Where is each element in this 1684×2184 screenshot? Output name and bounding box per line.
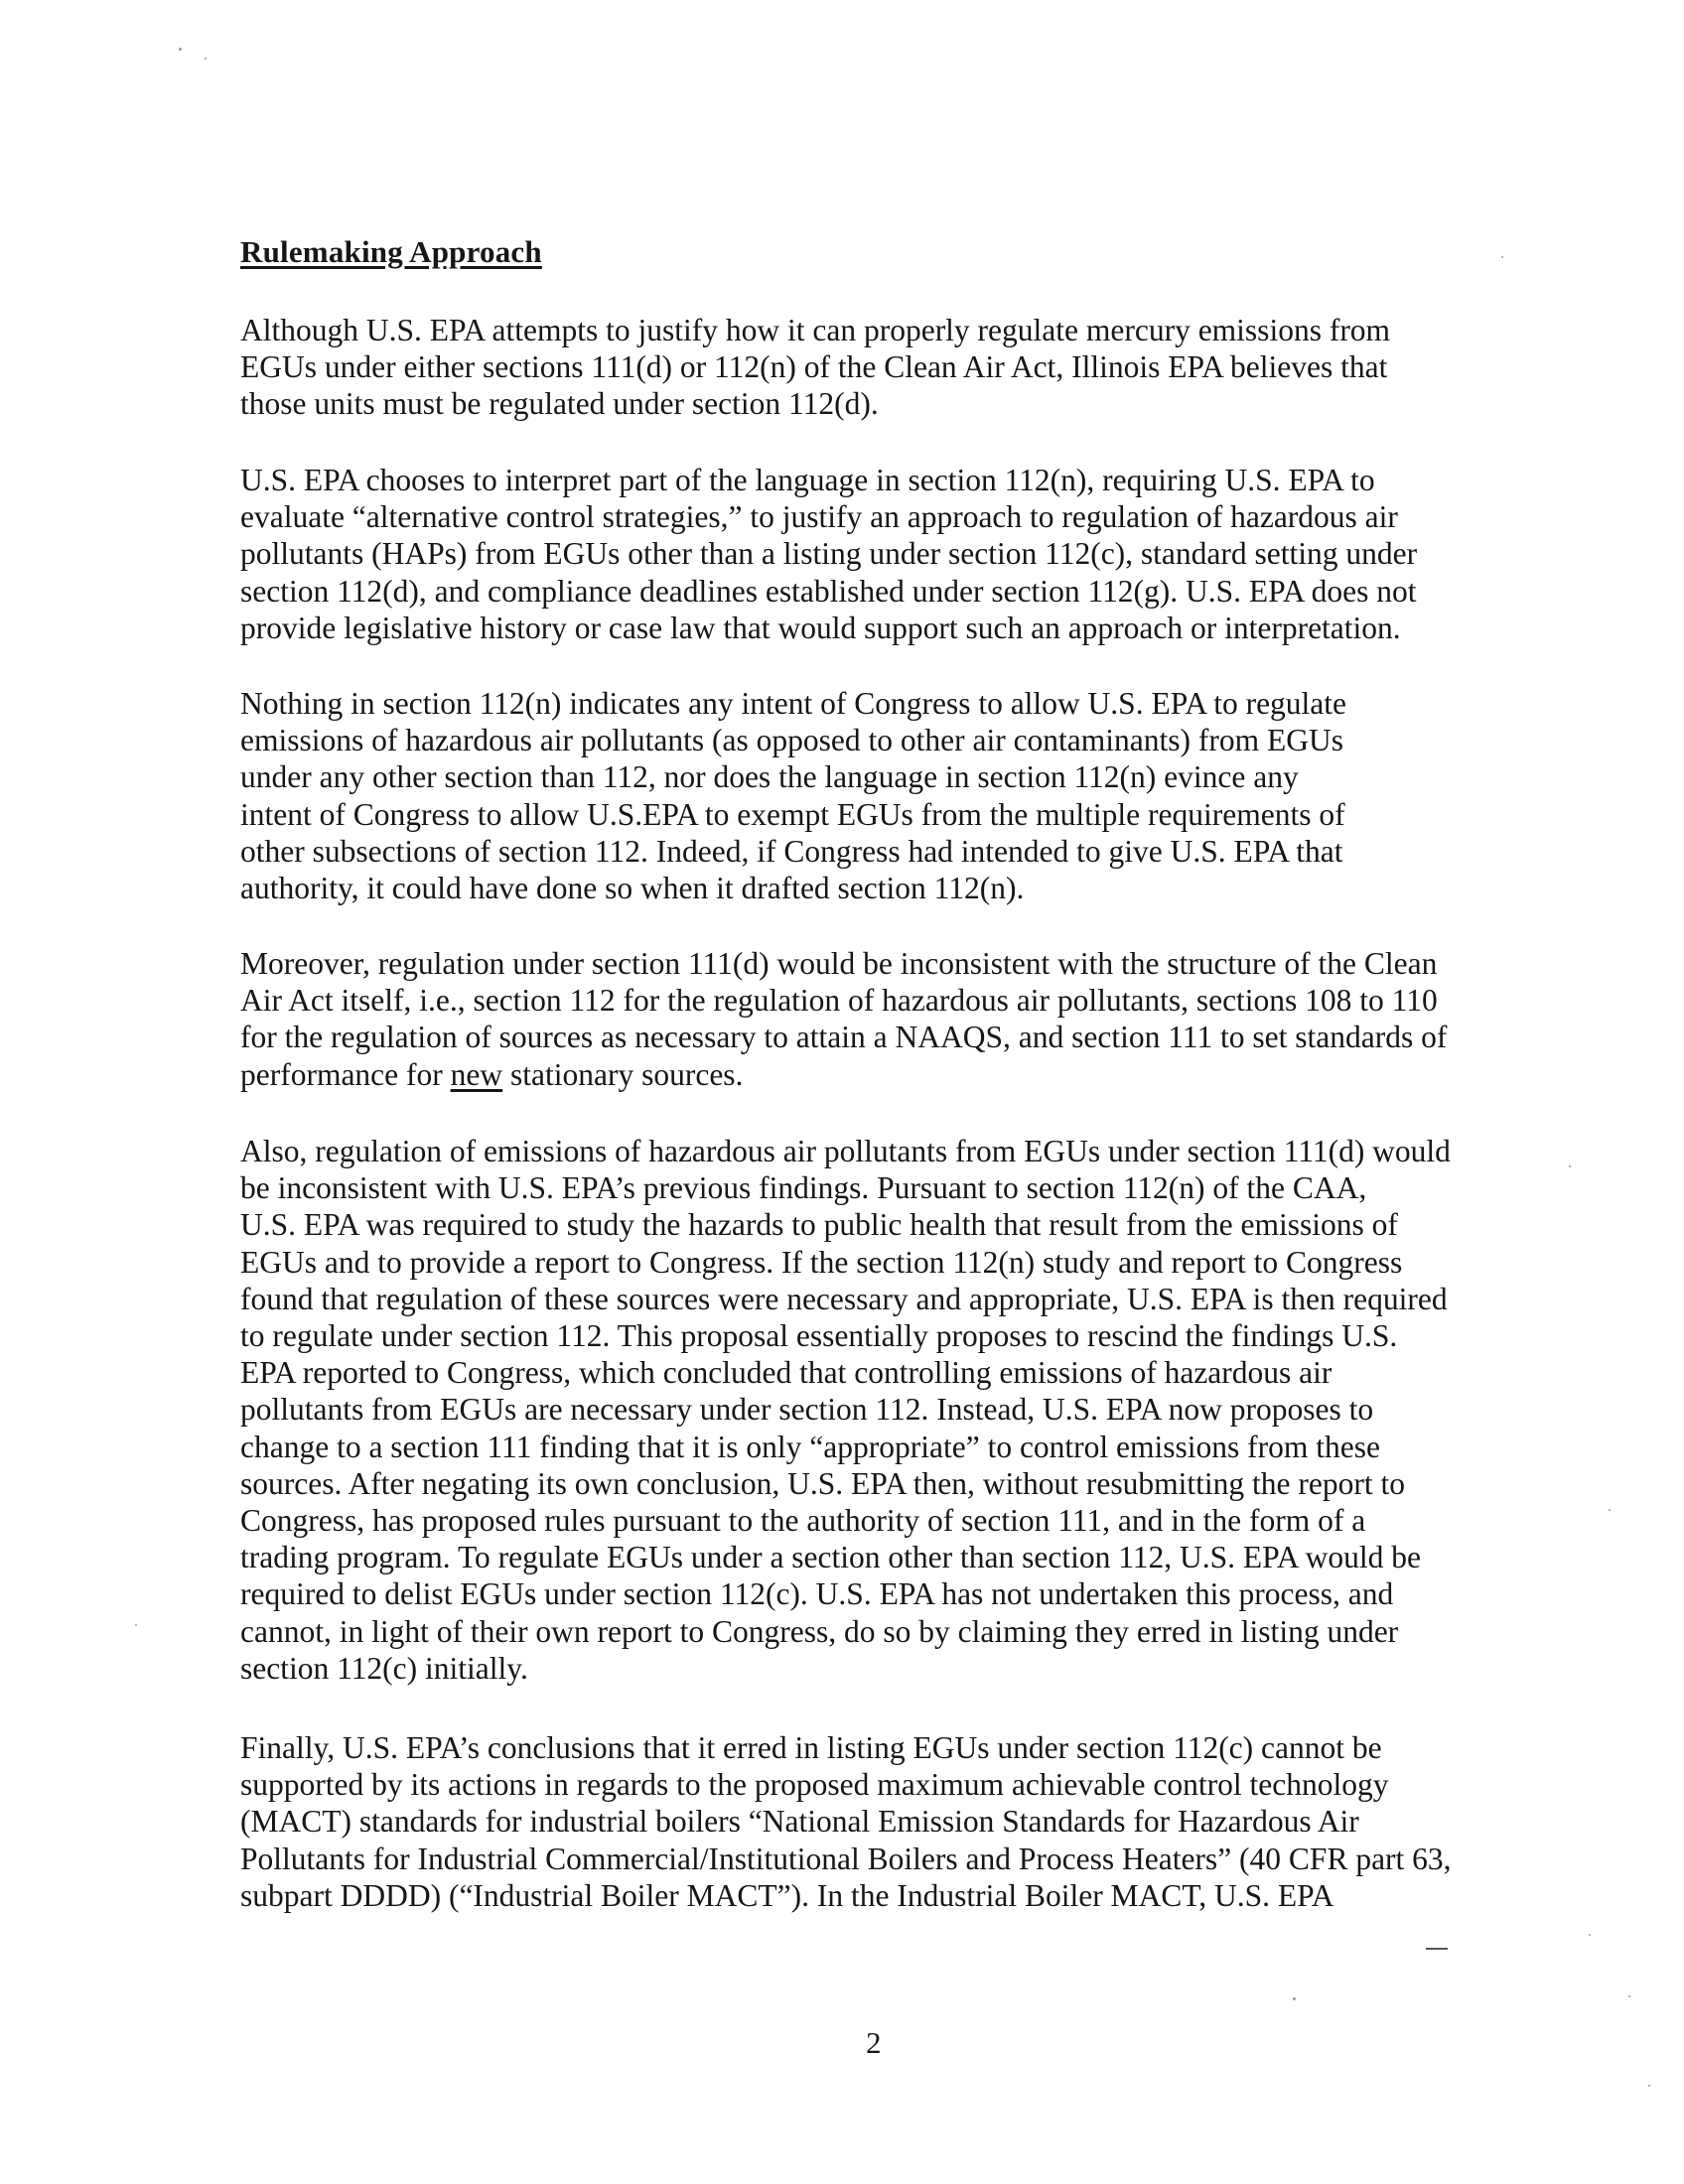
paragraph-2 — [240, 462, 1521, 646]
text-line: for the regulation of sources as necessary to attain a NAAQS, and section 111 to set standards of — [240, 1020, 1448, 1055]
text-line: those units must be regulated under section 112(d). — [240, 386, 879, 422]
paragraph-3 — [240, 685, 1521, 906]
scan-speck — [135, 1624, 137, 1626]
text-line: emissions of hazardous air pollutants (as opposed to other air contaminants) from EGUs — [240, 723, 1344, 758]
text-line: Congress, has proposed rules pursuant to the authority of section 111, and in the form of a — [240, 1503, 1366, 1539]
scan-speck — [1589, 1934, 1591, 1936]
text-line: cannot, in light of their own report to Congress, do so by claiming they erred in listing under — [240, 1613, 1399, 1649]
page-number: 2 — [866, 2025, 882, 2060]
scan-speck — [179, 48, 182, 51]
text-line: Nothing in section 112(n) indicates any intent of Congress to allow U.S. EPA to regulate — [240, 686, 1347, 721]
paragraph-6 — [240, 1729, 1521, 1914]
text-line: pollutants from EGUs are necessary under section 112. Instead, U.S. EPA now proposes to — [240, 1392, 1374, 1428]
scan-dash-mark — [1426, 1948, 1448, 1950]
underlined-word: new — [450, 1056, 503, 1092]
text-line: evaluate “alternative control strategies,” to justify an approach to regulation of hazardous air — [240, 499, 1398, 535]
text-line: Air Act itself, i.e., section 112 for the regulation of hazardous air pollutants, sections 108 to 110 — [240, 983, 1438, 1019]
text-line: be inconsistent with U.S. EPA’s previous findings. Pursuant to section 112(n) of the CAA, — [240, 1170, 1367, 1206]
scan-speck — [1628, 1995, 1630, 1997]
text-line: provide legislative history or case law that would support such an approach or interpretation. — [240, 610, 1401, 645]
text-line: other subsections of section 112. Indeed, if Congress had intended to give U.S. EPA that — [240, 833, 1343, 869]
text-line: found that regulation of these sources were necessary and appropriate, U.S. EPA is then required — [240, 1281, 1448, 1316]
text-line: pollutants (HAPs) from EGUs other than a listing under section 112(c), standard setting under — [240, 536, 1418, 572]
text-line: trading program. To regulate EGUs under a section other than section 112, U.S. EPA would be — [240, 1540, 1422, 1575]
text-line: supported by its actions in regards to the proposed maximum achievable control technology — [240, 1767, 1389, 1803]
scan-speck — [1609, 1509, 1611, 1511]
paragraph-5 — [240, 1133, 1521, 1687]
text-segment: stationary sources. — [502, 1056, 744, 1092]
text-line: Also, regulation of emissions of hazardous air pollutants from EGUs under section 111(d) would — [240, 1134, 1451, 1168]
text-line: Finally, U.S. EPA’s conclusions that it erred in listing EGUs under section 112(c) cannot be — [240, 1730, 1382, 1765]
text-line: change to a section 111 finding that it is only “appropriate” to control emissions from these — [240, 1429, 1381, 1464]
text-line: EPA reported to Congress, which concluded that controlling emissions of hazardous air — [240, 1355, 1333, 1391]
paragraph-1 — [240, 312, 1521, 423]
scan-speck — [205, 58, 207, 60]
section-heading: Rulemaking Approach — [240, 234, 542, 269]
text-line: Moreover, regulation under section 111(d) would be inconsistent with the structure of the Clean — [240, 946, 1438, 981]
text-line: sources. After negating its own conclusion, U.S. EPA then, without resubmitting the report to — [240, 1465, 1405, 1501]
text-line: Pollutants for Industrial Commercial/Institutional Boilers and Process Heaters” (40 CFR part 63, — [240, 1841, 1452, 1876]
scan-speck — [1648, 2085, 1650, 2087]
text-line-with-emphasis — [240, 1056, 1521, 1093]
text-line: section 112(d), and compliance deadlines established under section 112(g). U.S. EPA does not — [240, 573, 1417, 609]
scan-speck — [1501, 256, 1503, 258]
text-line: EGUs and to provide a report to Congress. If the section 112(n) study and report to Congress — [240, 1244, 1403, 1280]
text-line: U.S. EPA was required to study the hazards to public health that result from the emissions of — [240, 1207, 1398, 1243]
text-line: section 112(c) initially. — [240, 1650, 528, 1686]
scan-speck — [1293, 1997, 1296, 2000]
scan-speck — [1569, 1165, 1571, 1167]
text-line: EGUs under either sections 111(d) or 112(n) of the Clean Air Act, Illinois EPA believes that — [240, 349, 1388, 385]
text-line: authority, it could have done so when it drafted section 112(n). — [240, 871, 1025, 906]
text-line: intent of Congress to allow U.S.EPA to exempt EGUs from the multiple requirements of — [240, 796, 1345, 832]
text-line: under any other section than 112, nor does the language in section 112(n) evince any — [240, 759, 1299, 795]
text-line: (MACT) standards for industrial boilers “National Emission Standards for Hazardous Air — [240, 1804, 1359, 1840]
text-line: to regulate under section 112. This proposal essentially proposes to rescind the findings U.S. — [240, 1318, 1398, 1354]
text-line: subpart DDDD) (“Industrial Boiler MACT”). In the Industrial Boiler MACT, U.S. EPA — [240, 1877, 1334, 1913]
text-line: Although U.S. EPA attempts to justify how it can properly regulate mercury emissions from — [240, 313, 1391, 347]
text-line: U.S. EPA chooses to interpret part of the language in section 112(n), requiring U.S. EPA to — [240, 463, 1375, 497]
paragraph-4 — [240, 945, 1521, 1093]
text-line: required to delist EGUs under section 112(c). U.S. EPA has not undertaken this process, and — [240, 1576, 1394, 1612]
text-segment: performance for — [240, 1056, 451, 1092]
